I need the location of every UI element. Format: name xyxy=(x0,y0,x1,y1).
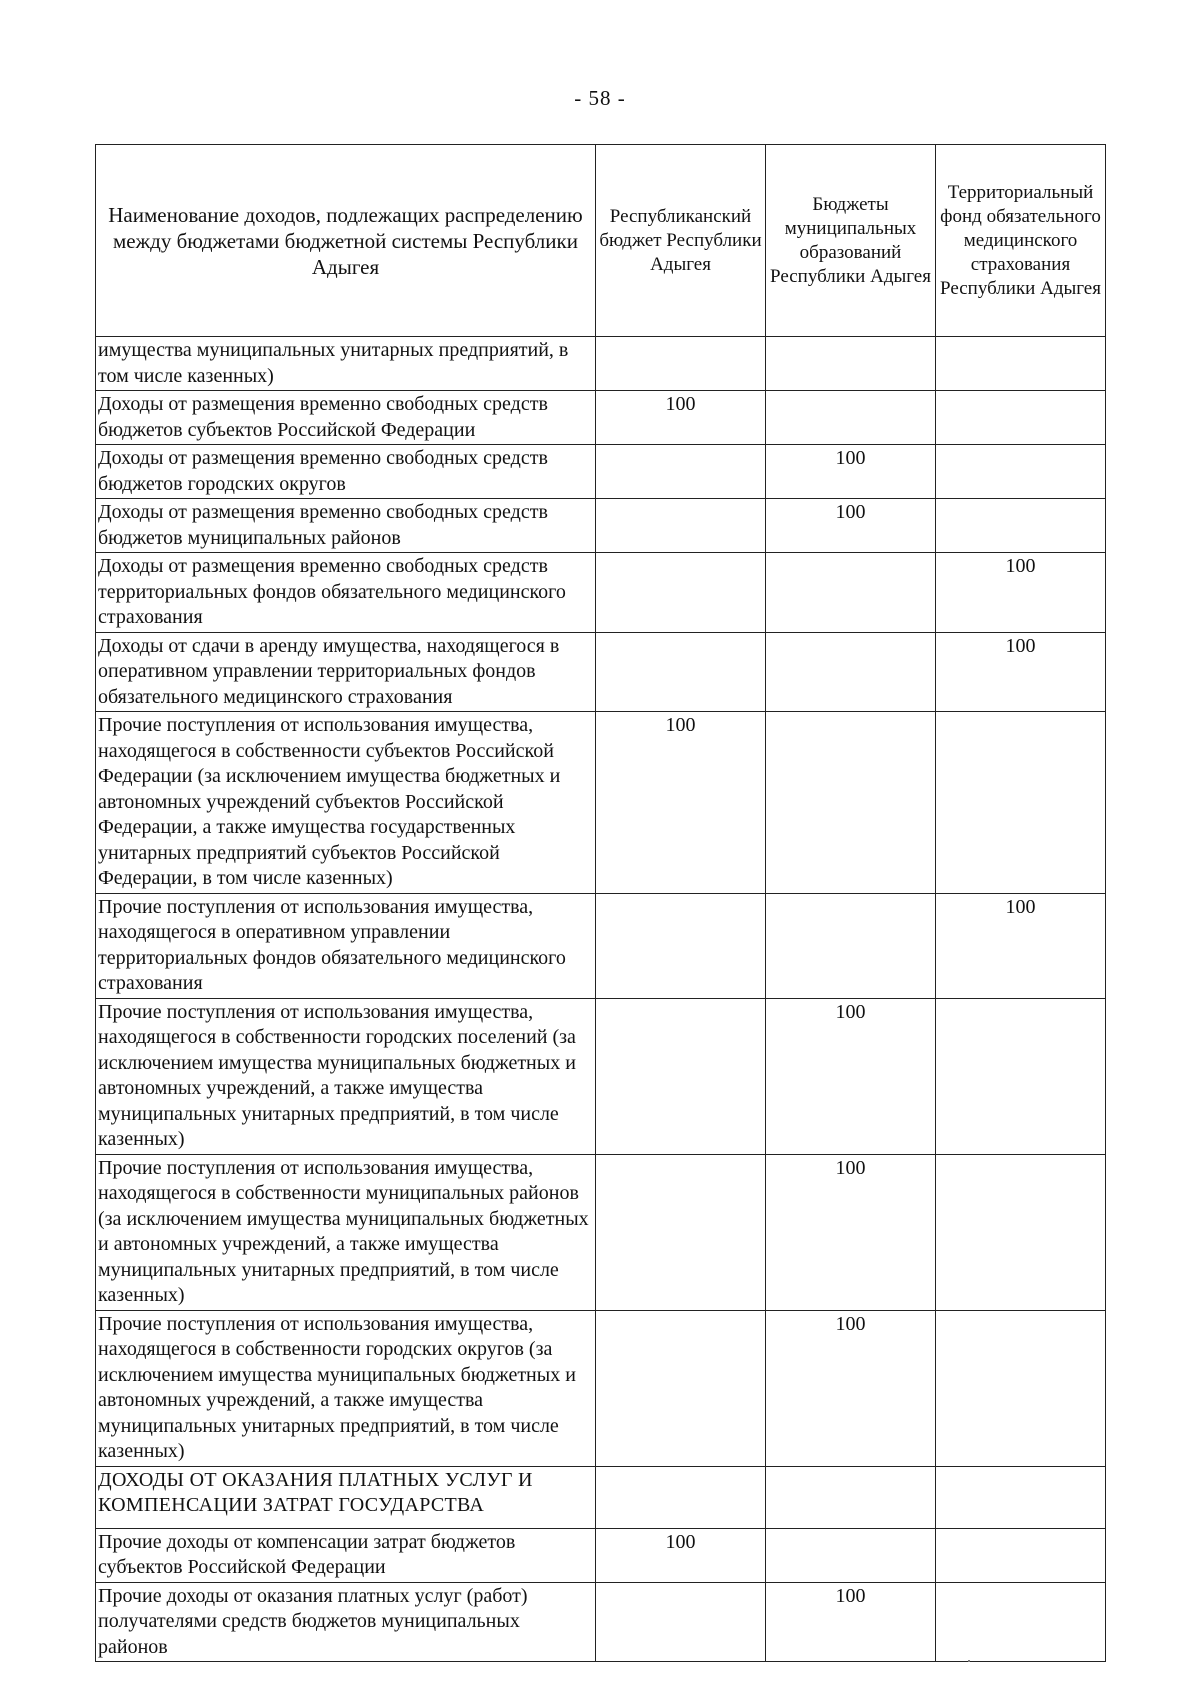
municipal-budgets-cell xyxy=(766,632,936,712)
territorial-fund-cell xyxy=(936,1310,1106,1466)
territorial-fund-cell xyxy=(936,1466,1106,1528)
territorial-fund-cell: 100 xyxy=(936,632,1106,712)
territorial-fund-cell: 100 xyxy=(936,893,1106,998)
revenue-name-cell: Прочие поступления от использования имущества, находящегося в собственности городских поселений (за исключением имущества муниципальных бюджетных и автономных учреждений, а также имущества муниципальных унитарных предприятий, в том числе казенных) xyxy=(96,998,596,1154)
republican-budget-cell: 100 xyxy=(596,391,766,445)
territorial-fund-cell xyxy=(936,499,1106,553)
republican-budget-cell xyxy=(596,998,766,1154)
revenue-name-cell: Доходы от размещения временно свободных средств бюджетов городских округов xyxy=(96,445,596,499)
municipal-budgets-cell: 100 xyxy=(766,1582,936,1662)
scan-speck xyxy=(968,1660,970,1662)
republican-budget-cell xyxy=(596,499,766,553)
republican-budget-cell xyxy=(596,1154,766,1310)
table-row xyxy=(96,632,1106,712)
territorial-fund-cell xyxy=(936,445,1106,499)
revenue-name-cell: Доходы от размещения временно свободных средств бюджетов субъектов Российской Федерации xyxy=(96,391,596,445)
section-heading-cell: ДОХОДЫ ОТ ОКАЗАНИЯ ПЛАТНЫХ УСЛУГ И КОМПЕНСАЦИИ ЗАТРАТ ГОСУДАРСТВА xyxy=(96,1466,596,1528)
table-row xyxy=(96,1582,1106,1662)
municipal-budgets-cell xyxy=(766,1466,936,1528)
municipal-budgets-cell: 100 xyxy=(766,1154,936,1310)
territorial-fund-cell xyxy=(936,391,1106,445)
republican-budget-cell xyxy=(596,337,766,391)
header-revenue-name: Наименование доходов, подлежащих распределению между бюджетами бюджетной системы Республики Адыгея xyxy=(96,145,596,337)
territorial-fund-cell xyxy=(936,712,1106,894)
revenue-distribution-table xyxy=(95,144,1106,1662)
table-row xyxy=(96,499,1106,553)
municipal-budgets-cell xyxy=(766,391,936,445)
republican-budget-cell xyxy=(596,553,766,633)
header-territorial-fund: Территориальный фонд обязательного медицинского страхования Республики Адыгея xyxy=(936,145,1106,337)
republican-budget-cell xyxy=(596,445,766,499)
table-row xyxy=(96,445,1106,499)
table-row xyxy=(96,337,1106,391)
revenue-name-cell: Прочие поступления от использования имущества, находящегося в оперативном управлении территориальных фондов обязательного медицинского страхования xyxy=(96,893,596,998)
municipal-budgets-cell xyxy=(766,337,936,391)
municipal-budgets-cell xyxy=(766,1528,936,1582)
republican-budget-cell xyxy=(596,1466,766,1528)
table-row xyxy=(96,1528,1106,1582)
republican-budget-cell xyxy=(596,1310,766,1466)
revenue-name-cell: Доходы от сдачи в аренду имущества, находящегося в оперативном управлении территориальных фондов обязательного медицинского страхования xyxy=(96,632,596,712)
header-republican-budget: Республиканский бюджет Республики Адыгея xyxy=(596,145,766,337)
republican-budget-cell: 100 xyxy=(596,1528,766,1582)
revenue-name-cell: Прочие поступления от использования имущества, находящегося в собственности городских округов (за исключением имущества муниципальных бюджетных и автономных учреждений, а также имущества муниципальных унитарных предприятий, в том числе казенных) xyxy=(96,1310,596,1466)
table-header-row xyxy=(96,145,1106,337)
municipal-budgets-cell xyxy=(766,712,936,894)
revenue-name-cell: имущества муниципальных унитарных предприятий, в том числе казенных) xyxy=(96,337,596,391)
page-number: - 58 - xyxy=(574,86,626,110)
territorial-fund-cell xyxy=(936,1582,1106,1662)
territorial-fund-cell xyxy=(936,1154,1106,1310)
municipal-budgets-cell xyxy=(766,553,936,633)
municipal-budgets-cell: 100 xyxy=(766,499,936,553)
municipal-budgets-cell: 100 xyxy=(766,998,936,1154)
republican-budget-cell xyxy=(596,893,766,998)
table-section-row xyxy=(96,1466,1106,1528)
revenue-name-cell: Прочие поступления от использования имущества, находящегося в собственности субъектов Российской Федерации (за исключением имущества бюджетных и автономных учреждений субъектов Российской Федерации, а также имущества государственных унитарных предприятий субъектов Российской Федерации, в том числе казенных) xyxy=(96,712,596,894)
territorial-fund-cell xyxy=(936,337,1106,391)
header-municipal-budgets: Бюджеты муниципальных образований Республики Адыгея xyxy=(766,145,936,337)
table-row xyxy=(96,998,1106,1154)
republican-budget-cell: 100 xyxy=(596,712,766,894)
revenue-name-cell: Прочие поступления от использования имущества, находящегося в собственности муниципальных районов (за исключением имущества муниципальных бюджетных и автономных учреждений, а также имущества муниципальных унитарных предприятий, в том числе казенных) xyxy=(96,1154,596,1310)
table-row xyxy=(96,553,1106,633)
municipal-budgets-cell xyxy=(766,893,936,998)
revenue-name-cell: Прочие доходы от оказания платных услуг (работ) получателями средств бюджетов муниципальных районов xyxy=(96,1582,596,1662)
table-row xyxy=(96,1310,1106,1466)
table-row xyxy=(96,391,1106,445)
revenue-name-cell: Доходы от размещения временно свободных средств территориальных фондов обязательного медицинского страхования xyxy=(96,553,596,633)
table-row xyxy=(96,1154,1106,1310)
republican-budget-cell xyxy=(596,1582,766,1662)
municipal-budgets-cell: 100 xyxy=(766,1310,936,1466)
territorial-fund-cell: 100 xyxy=(936,553,1106,633)
revenue-name-cell: Доходы от размещения временно свободных средств бюджетов муниципальных районов xyxy=(96,499,596,553)
republican-budget-cell xyxy=(596,632,766,712)
territorial-fund-cell xyxy=(936,998,1106,1154)
table-row xyxy=(96,893,1106,998)
revenue-name-cell: Прочие доходы от компенсации затрат бюджетов субъектов Российской Федерации xyxy=(96,1528,596,1582)
municipal-budgets-cell: 100 xyxy=(766,445,936,499)
table-row xyxy=(96,712,1106,894)
territorial-fund-cell xyxy=(936,1528,1106,1582)
